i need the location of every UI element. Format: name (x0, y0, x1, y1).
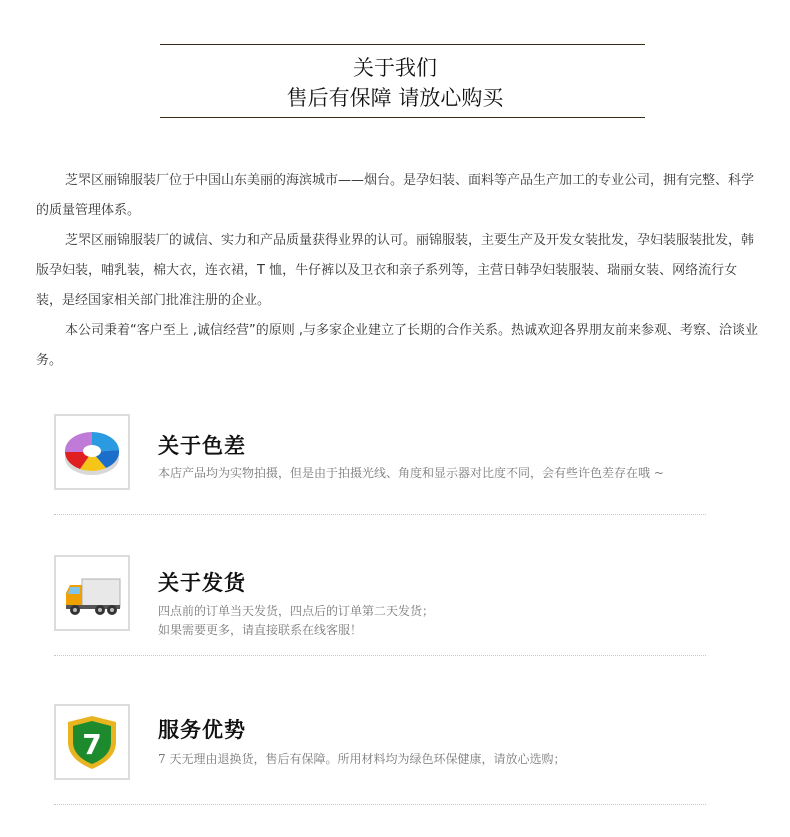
section-text (158, 750, 718, 769)
intro-paragraph: 本公司秉着“客户至上 ,诚信经营”的原则 ,与多家企业建立了长期的合作关系。热诚欢迎各界朋友前来参观、考察、洽谈业务。 (36, 323, 758, 368)
section-thumbnail (54, 704, 130, 780)
page-subtitle: 售后有保障 请放心购买 (286, 86, 504, 110)
section-divider (54, 655, 706, 656)
color-wheel-icon (62, 422, 122, 482)
section-thumbnail (54, 555, 130, 631)
section-divider (54, 514, 706, 515)
header-rule-top (160, 44, 645, 45)
shield-number: 7 (82, 728, 102, 761)
section-text-line: 本店产品均为实物拍摄，但是由于拍摄光线、角度和显示器对比度不同，会有些许色差存在哦 ~ (158, 466, 664, 480)
section-text (158, 464, 718, 483)
section-thumbnail (54, 414, 130, 490)
section-divider (54, 804, 706, 805)
intro-paragraph: 芝罘区丽锦服装厂位于中国山东美丽的海滨城市——烟台。是孕妇装、面料等产品生产加工的专业公司，拥有完整、科学的质量管理体系。 (36, 173, 755, 218)
page-title: 关于我们 (353, 56, 437, 80)
section-title: 服务优势 (158, 717, 246, 742)
section-text-line: 如果需要更多，请直接联系在线客服！ (158, 623, 363, 637)
section-title: 关于发货 (158, 570, 246, 595)
seven-day-shield-icon (62, 712, 122, 772)
company-intro (36, 166, 758, 376)
header-rule-bottom (160, 117, 645, 118)
section-text (158, 602, 718, 640)
delivery-truck-icon (62, 563, 122, 623)
section-text-line: 四点前的订单当天发货，四点后的订单第二天发货； (158, 604, 435, 618)
section-text-line: 7 天无理由退换货，售后有保障。所用材料均为绿色环保健康，请放心选购； (158, 752, 566, 766)
intro-paragraph: 芝罘区丽锦服装厂的诚信、实力和产品质量获得业界的认可。丽锦服装，主要生产及开发女装批发，孕妇装服装批发，韩版孕妇装，哺乳装，棉大衣，连衣裙，T 恤，牛仔裤以及卫衣和亲子系列等，主营日韩孕妇装服装、瑞丽女装、网络流行女装，是经国家相关部门批准注册的企业。 (36, 233, 755, 308)
section-title: 关于色差 (158, 433, 246, 458)
